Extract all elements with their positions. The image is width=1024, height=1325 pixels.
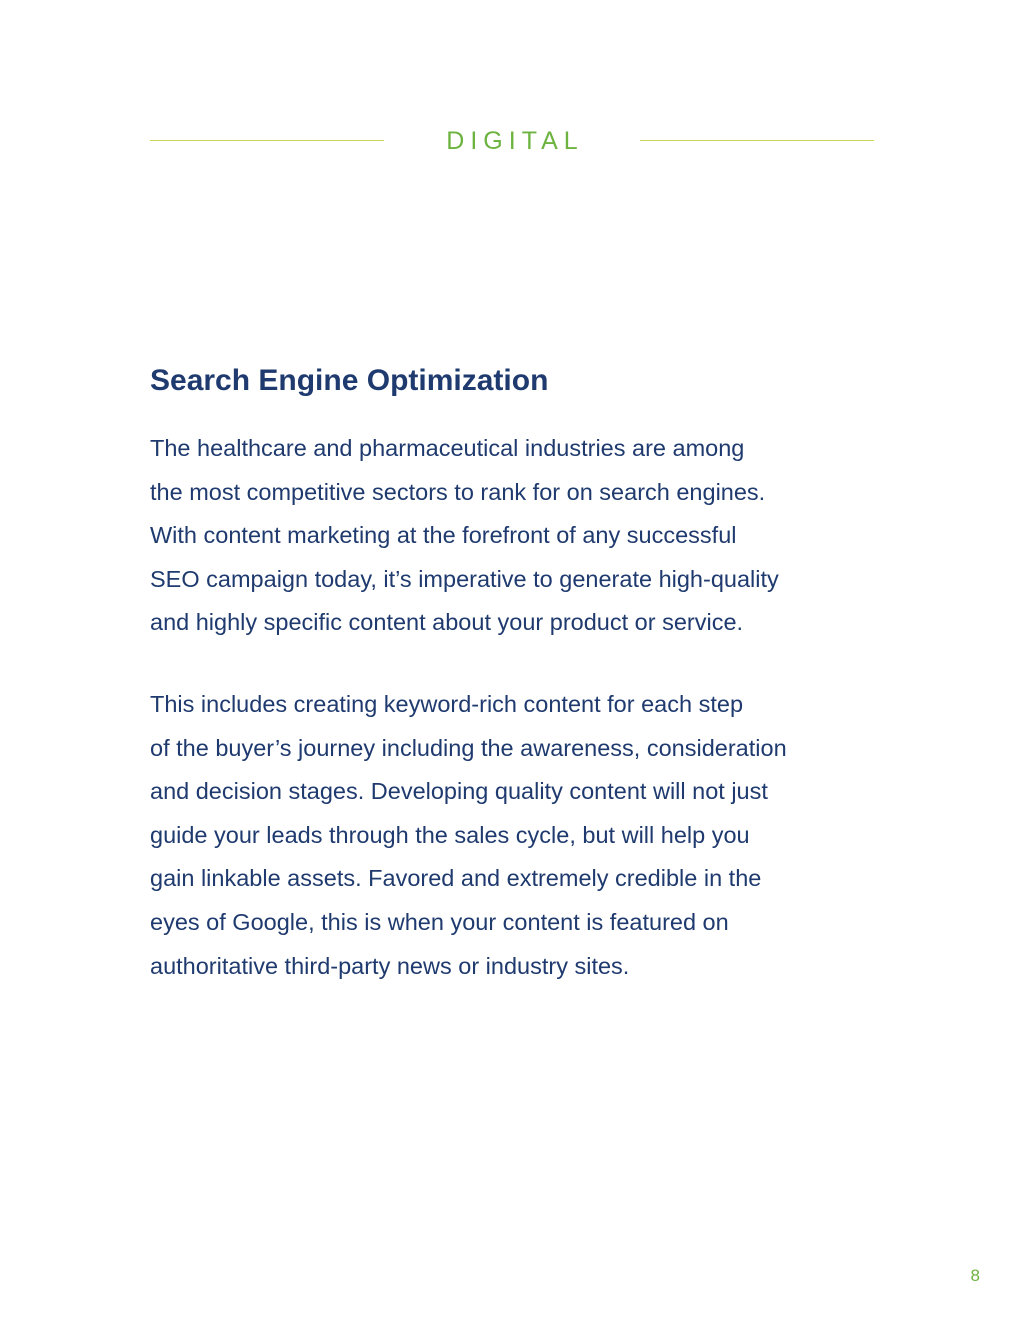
paragraph-line: and decision stages. Developing quality content will not just (150, 778, 768, 805)
page-title: Search Engine Optimization (150, 364, 549, 397)
paragraph-line: The healthcare and pharmaceutical industries are among (150, 435, 745, 461)
header-rule-right (640, 140, 874, 141)
paragraph-line: the most competitive sectors to rank for on search engines. (150, 478, 766, 505)
body-paragraph-1 (150, 427, 779, 645)
paragraph-line: eyes of Google, this is when your content is featured on (150, 908, 729, 935)
paragraph-line: guide your leads through the sales cycle, but will help you (150, 821, 750, 848)
paragraph-line: and highly specific content about your product or service. (150, 609, 744, 636)
paragraph-line: gain linkable assets. Favored and extremely credible in the (150, 865, 762, 892)
paragraph-line: SEO campaign today, it’s imperative to generate high-quality (150, 565, 779, 592)
page-number: 8 (970, 1266, 980, 1285)
paragraph-line: of the buyer’s journey including the awareness, consideration (150, 734, 787, 761)
section-label: DIGITAL (446, 127, 584, 155)
paragraph-line: This includes creating keyword-rich content for each step (150, 691, 744, 717)
paragraph-line: With content marketing at the forefront of any successful (150, 522, 737, 549)
body-paragraph-2 (150, 683, 787, 988)
paragraph-line: authoritative third-party news or industry sites. (150, 952, 630, 979)
section-header (150, 122, 874, 160)
